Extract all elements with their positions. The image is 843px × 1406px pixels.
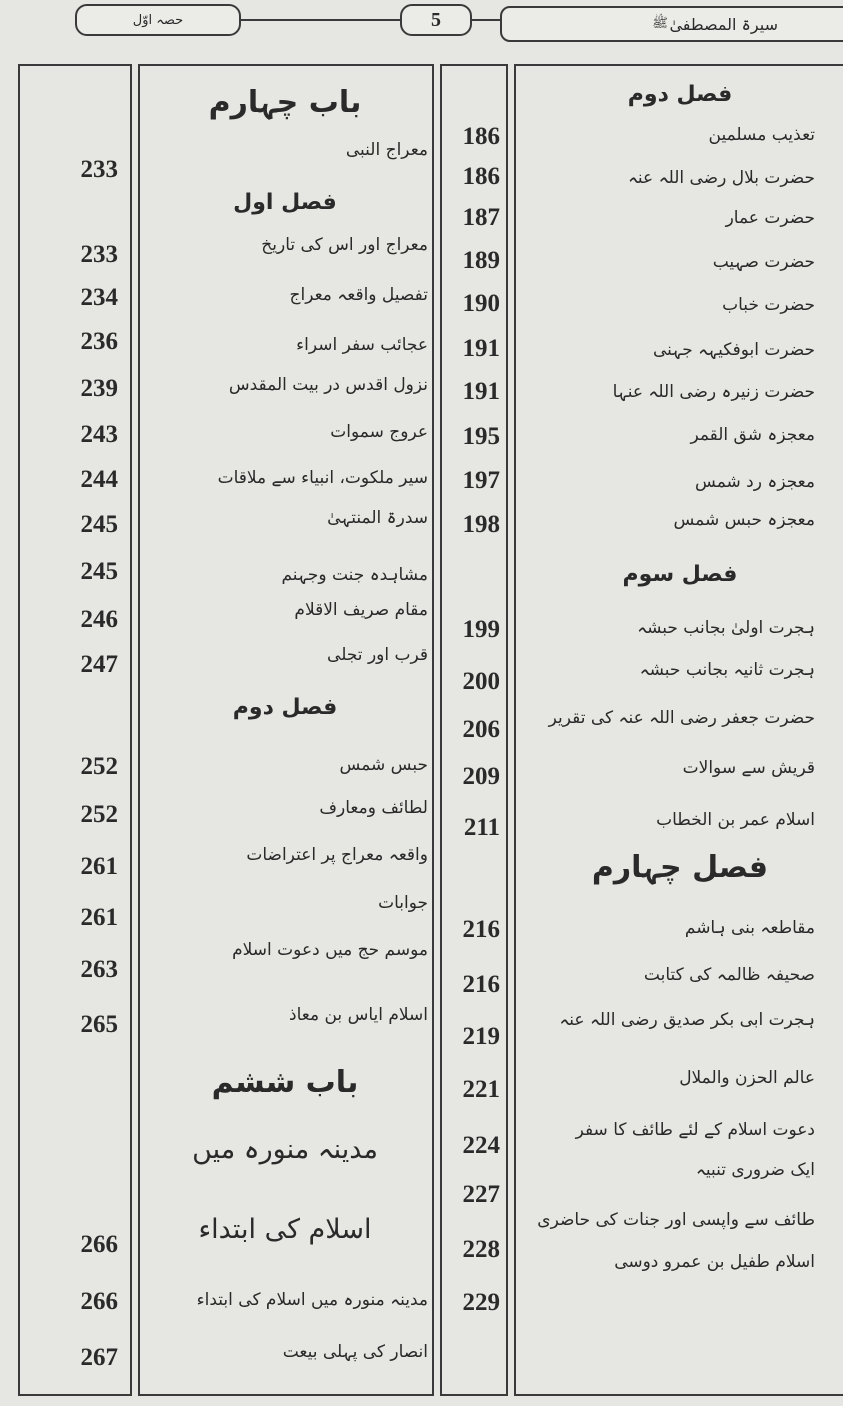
toc-entry-title: انصار کی پہلی بیعت bbox=[282, 1342, 428, 1362]
toc-entry-title: ہجرت ثانیہ بجانب حبشہ bbox=[639, 660, 815, 680]
toc-page-number: 233 bbox=[80, 156, 118, 183]
toc-page-number: 206 bbox=[462, 716, 500, 743]
toc-page-number: 234 bbox=[80, 284, 118, 311]
book-title-box bbox=[500, 6, 843, 42]
toc-page-number: 191 bbox=[462, 335, 500, 362]
toc-page-number: 189 bbox=[462, 247, 500, 274]
toc-page-number: 186 bbox=[462, 163, 500, 190]
toc-page-number: 211 bbox=[463, 814, 500, 841]
toc-entry-title: حضرت جعفر رضی اللہ عنہ کی تقریر bbox=[548, 708, 815, 728]
toc-entry-title: معراج النبی bbox=[345, 140, 428, 160]
toc-page-number: 199 bbox=[462, 616, 500, 643]
toc-entry-title: موسم حج میں دعوت اسلام bbox=[232, 940, 428, 960]
toc-entry-title: دعوت اسلام کے لئے طائف کا سفر bbox=[575, 1120, 815, 1140]
toc-page-number: 198 bbox=[462, 511, 500, 538]
toc-entry-title: مقام صریف الاقلام bbox=[294, 600, 428, 620]
toc-page-number: 252 bbox=[80, 753, 118, 780]
toc-entry-title: لطائف ومعارف bbox=[319, 798, 428, 818]
toc-page-number: 197 bbox=[462, 467, 500, 494]
toc-page-number: 228 bbox=[462, 1236, 500, 1263]
toc-entry-title: اسلام ایاس بن معاذ bbox=[289, 1005, 428, 1025]
toc-entry-title: حضرت صہیب bbox=[712, 252, 815, 272]
toc-entry-title: حضرت عمار bbox=[725, 208, 815, 228]
toc-page-number: 224 bbox=[462, 1132, 500, 1159]
chapter-subtitle: مدینہ منورہ میں bbox=[192, 1134, 378, 1165]
toc-page-number: 221 bbox=[462, 1076, 500, 1103]
toc-page-number: 216 bbox=[462, 916, 500, 943]
honorific: ﷺ bbox=[652, 15, 668, 31]
toc-page-number: 229 bbox=[462, 1289, 500, 1316]
part-label: حصہ اوّل bbox=[132, 12, 184, 28]
toc-page-number: 239 bbox=[80, 375, 118, 402]
page-number: 5 bbox=[431, 8, 441, 31]
book-title: سیرۃ المصطفیٰ bbox=[669, 14, 778, 34]
toc-entry-title: ہجرت اولیٰ بجانب حبشہ bbox=[637, 618, 815, 638]
toc-entry-title: سیر ملکوت، انبیاء سے ملاقات bbox=[217, 468, 428, 488]
toc-page-number: 186 bbox=[462, 123, 500, 150]
toc-entry-title: مدینہ منورہ میں اسلام کی ابتداء bbox=[196, 1290, 428, 1310]
toc-entry-title: تعذیب مسلمین bbox=[708, 125, 815, 145]
toc-entry-title: صحیفہ ظالمہ کی کتابت bbox=[643, 965, 815, 985]
toc-entry-title: حبس شمس bbox=[339, 755, 428, 775]
toc-page-number: 261 bbox=[80, 853, 118, 880]
toc-entry-title: حضرت خباب bbox=[722, 295, 815, 315]
toc-entry-title: قرب اور تجلی bbox=[327, 645, 428, 665]
toc-page-number: 266 bbox=[80, 1231, 118, 1258]
header-rule-right bbox=[470, 19, 502, 21]
toc-entry-title: طائف سے واپسی اور جنات کی حاضری bbox=[537, 1210, 815, 1230]
toc-page-number: 200 bbox=[462, 668, 500, 695]
toc-entry-title: اسلام طفیل بن عمرو دوسی bbox=[614, 1252, 815, 1272]
toc-entry-title: معجزہ رد شمس bbox=[695, 472, 815, 492]
toc-page-number: 191 bbox=[462, 378, 500, 405]
toc-entry-title: ہجرت ابی بکر صدیق رضی اللہ عنہ bbox=[559, 1010, 815, 1030]
left-title-column bbox=[138, 64, 434, 1396]
toc-page-number: 187 bbox=[462, 204, 500, 231]
toc-page-number: 233 bbox=[80, 241, 118, 268]
toc-page-number: 263 bbox=[80, 956, 118, 983]
toc-page-number: 266 bbox=[80, 1288, 118, 1315]
toc-page-number: 247 bbox=[80, 651, 118, 678]
header-rule-left bbox=[240, 19, 402, 21]
toc-page-number: 252 bbox=[80, 801, 118, 828]
page-number-box bbox=[400, 4, 472, 36]
toc-entry-title: سدرۃ المنتہیٰ bbox=[327, 508, 428, 528]
toc-page-number: 245 bbox=[80, 558, 118, 585]
toc-page-number: 265 bbox=[80, 1011, 118, 1038]
chapter-heading: باب چہارم bbox=[208, 85, 362, 120]
toc-entry-title: عجائب سفر اسراء bbox=[296, 335, 428, 355]
toc-page-number: 246 bbox=[80, 606, 118, 633]
toc-entry-title: واقعہ معراج پر اعتراضات bbox=[246, 845, 428, 865]
part-label-box bbox=[75, 4, 241, 36]
toc-entry-title: معراج اور اس کی تاریخ bbox=[261, 235, 428, 255]
toc-page-number: 236 bbox=[80, 328, 118, 355]
toc-page-number: 219 bbox=[462, 1023, 500, 1050]
toc-entry-title: مشاہدہ جنت وجہنم bbox=[281, 565, 428, 585]
chapter-heading: باب ششم bbox=[211, 1065, 359, 1100]
toc-entry-title: نزول اقدس در بیت المقدس bbox=[228, 375, 428, 395]
toc-entry-title: اسلام عمر بن الخطاب bbox=[656, 810, 815, 830]
chapter-subtitle: اسلام کی ابتداء bbox=[198, 1214, 372, 1245]
toc-page-number: 261 bbox=[80, 904, 118, 931]
toc-page-number: 209 bbox=[462, 763, 500, 790]
toc-page-number: 244 bbox=[80, 466, 118, 493]
toc-page-number: 245 bbox=[80, 511, 118, 538]
toc-entry-title: مقاطعہ بنی ہاشم bbox=[684, 918, 815, 938]
toc-entry-title: تفصیل واقعہ معراج bbox=[289, 285, 428, 305]
section-heading: فصل سوم bbox=[622, 562, 738, 587]
toc-entry-title: جوابات bbox=[378, 893, 428, 913]
section-heading: فصل دوم bbox=[232, 695, 338, 720]
toc-entry-title: معجزہ حبس شمس bbox=[673, 510, 815, 530]
toc-entry-title: حضرت ابوفکیہہ جہنی bbox=[652, 340, 815, 360]
toc-page-number: 267 bbox=[80, 1344, 118, 1371]
toc-page-number: 195 bbox=[462, 423, 500, 450]
toc-page-number: 243 bbox=[80, 421, 118, 448]
toc-entry-title: حضرت زنیرہ رضی اللہ عنہا bbox=[612, 382, 815, 402]
toc-entry-title: عروج سموات bbox=[330, 422, 428, 442]
section-heading: فصل دوم bbox=[627, 82, 733, 107]
toc-entry-title: حضرت بلال رضی اللہ عنہ bbox=[627, 168, 815, 188]
section-heading: فصل چہارم bbox=[591, 850, 769, 885]
toc-page-number: 216 bbox=[462, 971, 500, 998]
toc-entry-title: ایک ضروری تنبیہ bbox=[695, 1160, 815, 1180]
toc-page-number: 227 bbox=[462, 1181, 500, 1208]
toc-entry-title: قریش سے سوالات bbox=[682, 758, 815, 778]
toc-entry-title: معجزہ شق القمر bbox=[690, 425, 815, 445]
toc-entry-title: عالم الحزن والملال bbox=[679, 1068, 815, 1088]
toc-page-number: 190 bbox=[462, 290, 500, 317]
section-heading: فصل اول bbox=[233, 190, 337, 215]
